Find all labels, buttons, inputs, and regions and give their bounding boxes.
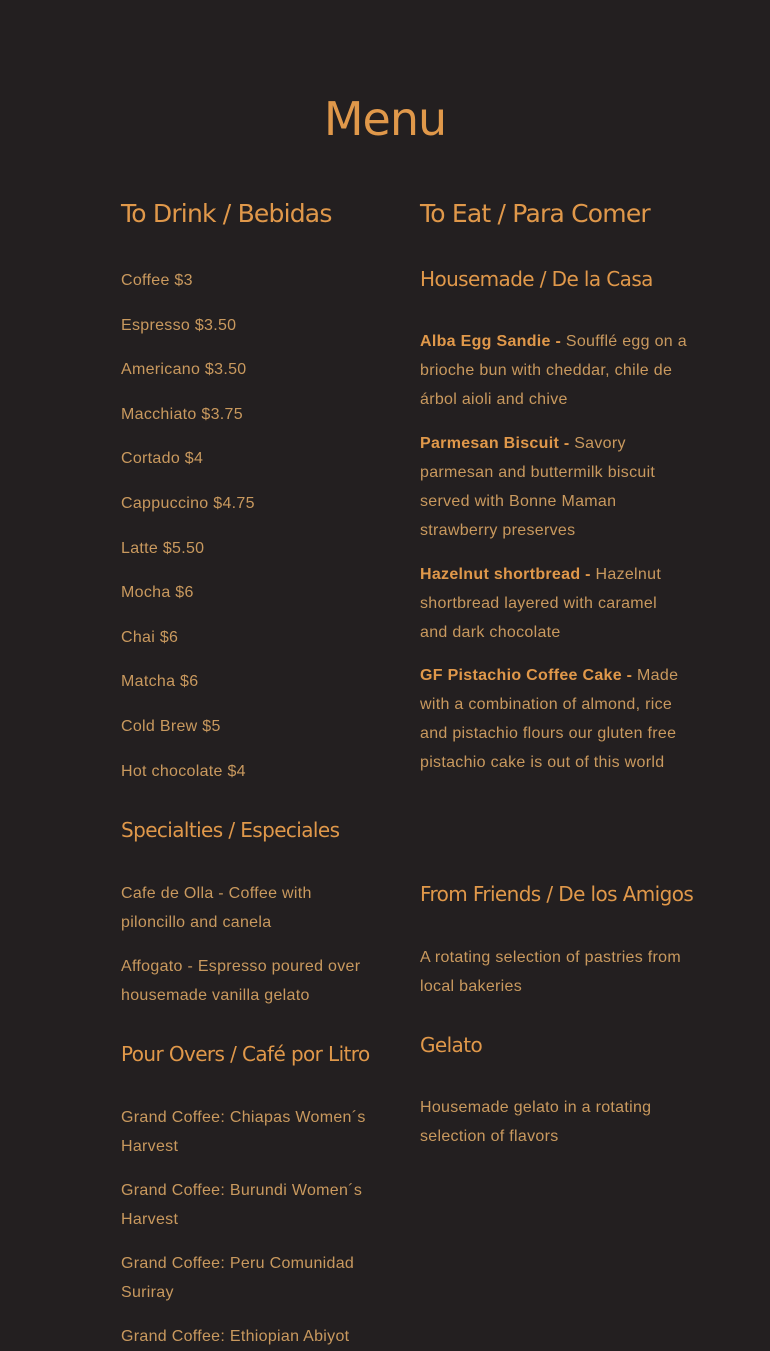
drink-item: Cortado $4 (121, 450, 204, 468)
food-item (420, 327, 688, 414)
food-name: GF Pistachio Coffee Cake - (420, 667, 633, 684)
drink-item: Cold Brew $5 (121, 718, 221, 735)
housemade-heading: Housemade / De la Casa (420, 267, 653, 291)
drink-heading: To Drink / Bebidas (121, 199, 332, 228)
food-item (420, 661, 688, 777)
pour-over-item: Grand Coffee: Ethiopian Abiyot (121, 1328, 350, 1345)
pour-over-item: Grand Coffee: Burundi Women´s Harvest (121, 1182, 363, 1228)
specialty-item: Cafe de Olla - Coffee with piloncillo and canela (121, 885, 312, 931)
friends-text: A rotating selection of pastries from local bakeries (420, 949, 681, 995)
pour-over-item: Grand Coffee: Peru Comunidad Suriray (121, 1255, 355, 1301)
drink-item: Cappuccino $4.75 (121, 495, 255, 512)
food-desc: Hazelnut shortbread layered with caramel and dark chocolate (420, 566, 662, 641)
gelato-heading: Gelato (420, 1033, 483, 1057)
food-name: Hazelnut shortbread - (420, 566, 591, 583)
drink-item: Mocha $6 (121, 584, 194, 602)
drink-item: Americano $3.50 (121, 361, 247, 379)
friends-heading: From Friends / De los Amigos (420, 882, 694, 906)
food-desc: Made with a combination of almond, rice and pistachio flours our gluten free pistachio cake is out of this world (420, 667, 679, 771)
drink-item: Macchiato $3.75 (121, 405, 243, 423)
food-item (420, 429, 688, 545)
specialties-heading: Specialties / Especiales (121, 818, 340, 842)
drink-item: Latte $5.50 (121, 539, 205, 557)
eat-heading: To Eat / Para Comer (420, 199, 650, 228)
food-desc: Soufflé egg on a brioche bun with cheddar, chile de árbol aioli and chive (420, 333, 687, 408)
gelato-text: Housemade gelato in a rotating selection of flavors (420, 1099, 652, 1145)
drink-item: Coffee $3 (121, 272, 193, 289)
drink-item: Matcha $6 (121, 673, 199, 691)
page-title: Menu (323, 92, 447, 146)
pour-over-item: Grand Coffee: Chiapas Women´s Harvest (121, 1109, 366, 1155)
specialty-item: Affogato - Espresso poured over housemade vanilla gelato (121, 958, 361, 1004)
food-name: Parmesan Biscuit - (420, 435, 570, 452)
drink-item: Espresso $3.50 (121, 316, 237, 334)
food-name: Alba Egg Sandie - (420, 333, 562, 350)
drink-item: Chai $6 (121, 628, 179, 646)
food-desc: Savory parmesan and buttermilk biscuit served with Bonne Maman strawberry preserves (420, 435, 656, 539)
pour-overs-heading: Pour Overs / Café por Litro (121, 1042, 370, 1066)
drink-item: Hot chocolate $4 (121, 762, 246, 780)
food-item (420, 560, 688, 647)
